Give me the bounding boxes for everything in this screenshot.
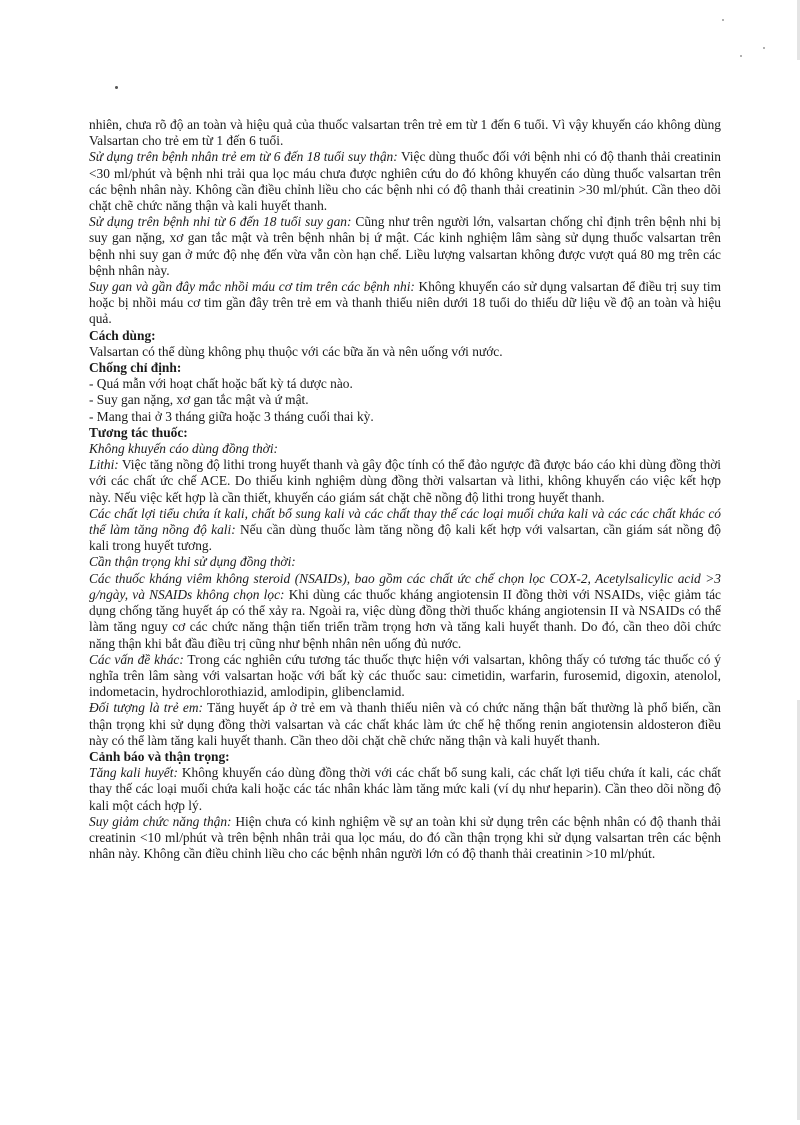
paragraph bbox=[89, 214, 721, 279]
paragraph-lead: Cần thận trọng khi sử dụng đồng thời: bbox=[89, 554, 296, 570]
paragraph-lead: Lithi: bbox=[89, 457, 119, 473]
paragraph-text: Nếu cần dùng thuốc làm tăng nồng độ kali kết hợp với valsartan, cần giám sát nồng độ kali trong huyết tương. bbox=[89, 522, 722, 554]
scan-speck bbox=[763, 47, 765, 49]
section-heading bbox=[89, 425, 721, 441]
scan-speck bbox=[740, 55, 742, 57]
paragraph-text: Khi dùng các thuốc kháng angiotensin II đồng thời với NSAIDs, việc giảm tác dụng chống tăng huyết áp có thể xảy ra. Ngoài ra, việc dùng đồng thời thuốc kháng angiotensin II và NSAIDs có thể làm tăng nguy cơ các chức năng thận tiến triển trầm trọng hơn và tăng kali huyết thanh. Do đó, cần theo dõi chức năng thận khi bắt đầu điều trị cũng như bệnh nhân nên uống đủ nước. bbox=[89, 586, 721, 651]
paragraph bbox=[89, 554, 721, 570]
paragraph-lead: Các thuốc kháng viêm không steroid (NSAIDs), bao gồm các chất ức chế chọn lọc COX-2, Acetylsalicylic acid >3 g/ngày, và NSAIDs không chọn lọc: bbox=[89, 570, 721, 602]
paragraph-text: Valsartan có thể dùng không phụ thuộc với các bữa ăn và nên uống với nước. bbox=[89, 343, 503, 359]
paragraph-text: Việc tăng nồng độ lithi trong huyết thanh và gây độc tính có thể đảo ngược đã được báo cáo khi dùng đồng thời với các chất ức chế ACE. Do thiếu kinh nghiệm dùng đồng thời valsartan và lithi, không khuyến cáo việc kết hợp này. Nếu việc kết hợp là cần thiết, khuyến cáo giám sát chặt chẽ nồng độ lithi trong huyết thanh. bbox=[89, 457, 721, 505]
list-item bbox=[89, 376, 721, 392]
paragraph bbox=[89, 344, 721, 360]
paragraph-text: - Quá mẫn với hoạt chất hoặc bất kỳ tá dược nào. bbox=[89, 376, 353, 392]
list-item bbox=[89, 392, 721, 408]
scan-speck bbox=[722, 19, 724, 21]
paragraph bbox=[89, 279, 721, 328]
section-heading bbox=[89, 360, 721, 376]
paragraph-lead: Suy giảm chức năng thận: bbox=[89, 813, 232, 829]
paragraph-text: nhiên, chưa rõ độ an toàn và hiệu quả của thuốc valsartan trên trẻ em từ 1 đến 6 tuổi. Vì vậy khuyến cáo không dùng Valsartan cho trẻ em từ 1 đến 6 tuổi. bbox=[89, 117, 721, 149]
paragraph bbox=[89, 765, 721, 814]
paragraph-text: Chống chỉ định: bbox=[89, 360, 182, 376]
paragraph-text: Cảnh báo và thận trọng: bbox=[89, 748, 230, 764]
paragraph-lead: Sử dụng trên bệnh nhân trẻ em từ 6 đến 18 tuổi suy thận: bbox=[89, 149, 398, 165]
paragraph bbox=[89, 652, 721, 701]
paragraph-lead: Các chất lợi tiểu chứa ít kali, chất bổ sung kali và các chất thay thế các loại muối chứa kali và các các chất khác có thể làm tăng nồng độ kali: bbox=[89, 505, 721, 538]
paragraph bbox=[89, 441, 721, 457]
paragraph-lead: Đối tượng là trẻ em: bbox=[89, 700, 203, 716]
document-body bbox=[89, 117, 721, 862]
paragraph-text: Tương tác thuốc: bbox=[89, 424, 188, 440]
paragraph-text: Trong các nghiên cứu tương tác thuốc thực hiện với valsartan, không thấy có tương tác thuốc có ý nghĩa trên lâm sàng với valsartan hoặc với bất kỳ các thuốc sau: cimetidin, warfarin, furosemid, digoxin, atenolol, indometacin, hydrochlorothiazid, amlodipin, glibenclamid. bbox=[89, 651, 721, 700]
paragraph-lead: Suy gan và gần đây mắc nhồi máu cơ tim trên các bệnh nhi: bbox=[89, 279, 415, 295]
paragraph-text: Không khuyến cáo sử dụng valsartan để điều trị suy tim hoặc bị nhồi máu cơ tim gần đây trên trẻ em và thanh thiếu niên dưới 18 tuổi do thiếu dữ liệu về độ an toàn và hiệu quả. bbox=[89, 279, 721, 327]
paragraph-text: Tăng huyết áp ở trẻ em và thanh thiếu niên và có chức năng thận bất thường là phổ biến, cần thận trọng khi sử dụng đồng thời valsartan và các chất khác làm ức chế hệ thống renin angiotensin aldosteron điều này có thể làm tăng kali huyết thanh. Cần theo dõi chặt chẽ chức năng thận và kali huyết thanh. bbox=[89, 700, 722, 748]
section-heading bbox=[89, 328, 721, 344]
paragraph bbox=[89, 457, 721, 506]
scan-speck bbox=[115, 86, 118, 89]
paragraph bbox=[89, 700, 721, 749]
paragraph bbox=[89, 117, 721, 149]
paragraph-lead: Sử dụng trên bệnh nhi từ 6 đến 18 tuổi suy gan: bbox=[89, 214, 352, 230]
paragraph-lead: Không khuyến cáo dùng đồng thời: bbox=[89, 441, 279, 457]
paragraph-text: - Mang thai ở 3 tháng giữa hoặc 3 tháng cuối thai kỳ. bbox=[89, 408, 374, 424]
section-heading bbox=[89, 749, 721, 765]
paragraph-text: Cách dùng: bbox=[89, 327, 156, 343]
paragraph-text: Hiện chưa có kinh nghiệm về sự an toàn khi sử dụng trên các bệnh nhân có độ thanh thải creatinin <10 ml/phút và trên bệnh nhân trải qua lọc máu, do đó cần thận trọng khi sử dụng valsartan trên các bệnh nhân này. Không cần điều chỉnh liều cho các bệnh nhân người lớn có độ thanh thải creatinin >10 ml/phút. bbox=[89, 813, 721, 862]
paragraph-text: - Suy gan nặng, xơ gan tắc mật và ứ mật. bbox=[89, 392, 309, 408]
paragraph bbox=[89, 571, 721, 652]
paragraph bbox=[89, 814, 721, 863]
paragraph bbox=[89, 149, 721, 214]
paragraph bbox=[89, 506, 721, 555]
paragraph-text: Không khuyến cáo dùng đồng thời với các chất bổ sung kali, các chất lợi tiểu chứa ít kali, các chất thay thế các loại muối chứa kali hoặc các tác nhân khác làm tăng mức kali (ví dụ như heparin). Cần theo dõi nồng độ kali một cách hợp lý. bbox=[89, 765, 722, 813]
paragraph-text: Việc dùng thuốc đối với bệnh nhi có độ thanh thải creatinin <30 ml/phút và bệnh nhi trải qua lọc máu chưa được nghiên cứu do đó không khuyến cáo dùng thuốc valsartan trên các bệnh nhân này. Không cần điều chỉnh liều cho các bệnh nhi có độ thanh thải creatinin >30 ml/phút. Cần theo dõi chặt chẽ chức năng thận và kali huyết thanh. bbox=[89, 149, 721, 214]
paragraph-lead: Các vấn đề khác: bbox=[89, 651, 184, 667]
paragraph-lead: Tăng kali huyết: bbox=[89, 765, 178, 781]
list-item bbox=[89, 409, 721, 425]
paragraph-text: Cũng như trên người lớn, valsartan chống chỉ định trên bệnh nhi bị suy gan nặng, xơ gan tắc mật và trên bệnh nhân bị ứ mật. Các kinh nghiệm lâm sàng sử dụng thuốc valsartan trên bệnh nhi suy gan ở mức độ nhẹ đến vừa vẫn còn hạn chế. Liều lượng valsartan không được vượt quá 80 mg trên các bệnh nhân này. bbox=[89, 214, 721, 278]
